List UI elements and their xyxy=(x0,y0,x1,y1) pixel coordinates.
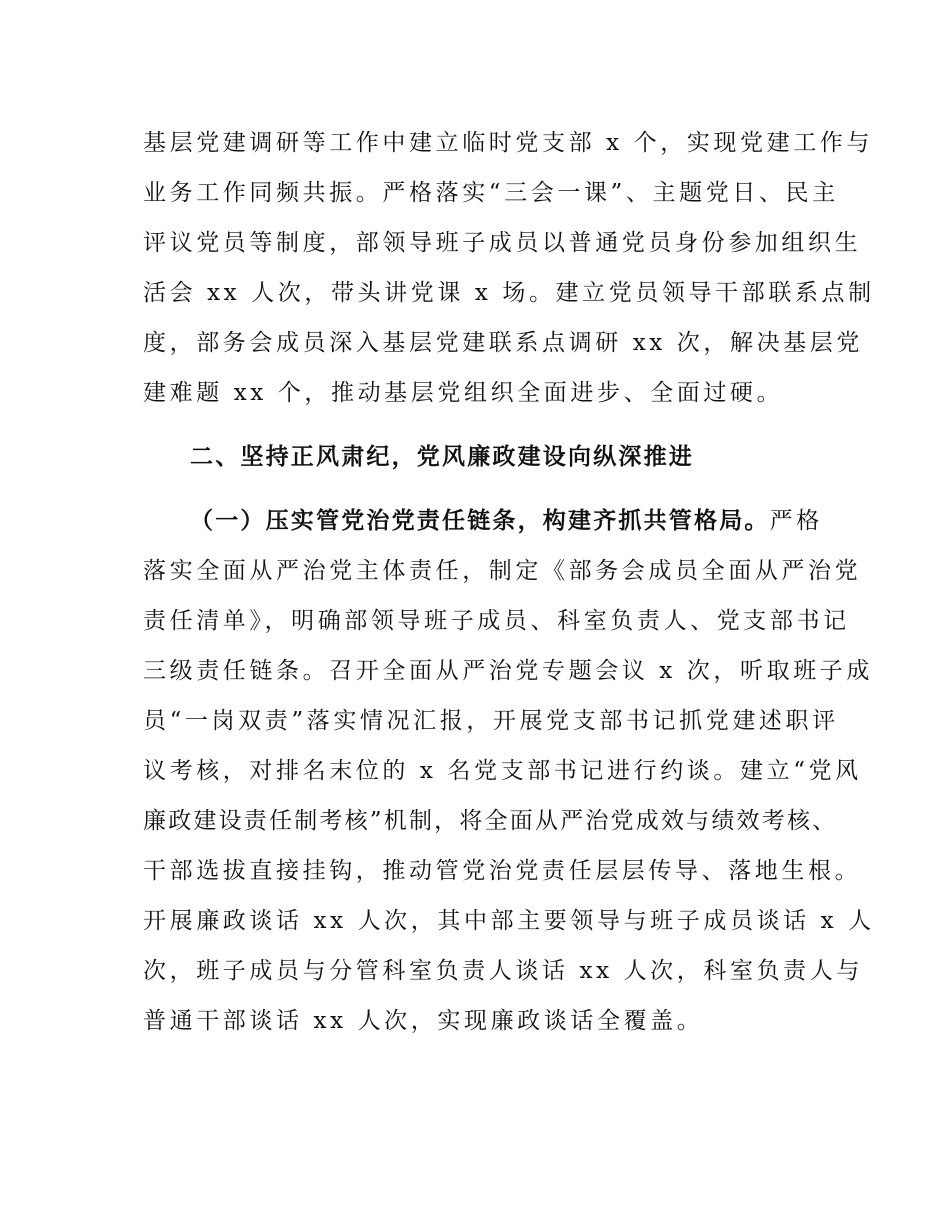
paragraph-line: 责任清单》，明确部领导班子成员、科室负责人、党支部书记 xyxy=(143,608,850,634)
paragraph-line: 三级责任链条。召开全面从严治党专题会议 x 次，听取班子成 xyxy=(143,658,873,684)
paragraph-line: 活会 xx 人次，带头讲党课 x 场。建立党员领导干部联系点制 xyxy=(143,280,875,306)
paragraph-line: 次，班子成员与分管科室负责人谈话 xx 人次，科室负责人与 xyxy=(143,958,863,984)
paragraph-line: 业务工作同频共振。严格落实“三会一课”、主题党日、民主 xyxy=(143,180,839,206)
paragraph-line: 干部选拔直接挂钩，推动管党治党责任层层传导、落地生根。 xyxy=(143,858,862,884)
paragraph-first-line xyxy=(190,506,823,536)
paragraph-line: 建难题 xx 个，推动基层党组织全面进步、全面过硬。 xyxy=(143,380,784,406)
section-heading: 二、坚持正风肃纪，党风廉政建设向纵深推进 xyxy=(190,444,694,470)
paragraph-line-rest: 严格 xyxy=(769,508,823,534)
paragraph-line: 落实全面从严治党主体责任，制定《部务会成员全面从严治党 xyxy=(143,558,862,584)
paragraph-line: 度，部务会成员深入基层党建联系点调研 xx 次，解决基层党 xyxy=(143,330,863,356)
paragraph-line: 员“一岗双责”落实情况汇报，开展党支部书记抓党建述职评 xyxy=(143,708,839,734)
paragraph-line: 开展廉政谈话 xx 人次，其中部主要领导与班子成员谈话 x 人 xyxy=(143,908,875,934)
paragraph-line: 廉政建设责任制考核”机制，将全面从严治党成效与绩效考核、 xyxy=(143,808,838,834)
paragraph-line: 评议党员等制度，部领导班子成员以普通党员身份参加组织生 xyxy=(143,230,862,256)
paragraph-line: 议考核，对排名末位的 x 名党支部书记进行约谈。建立“党风 xyxy=(143,758,862,784)
subsection-title: （一）压实管党治党责任链条，构建齐抓共管格局。 xyxy=(190,508,770,534)
paragraph-line: 普通干部谈话 xx 人次，实现廉政谈话全覆盖。 xyxy=(143,1008,704,1034)
paragraph-line: 基层党建调研等工作中建立临时党支部 x 个，实现党建工作与 xyxy=(143,130,873,156)
